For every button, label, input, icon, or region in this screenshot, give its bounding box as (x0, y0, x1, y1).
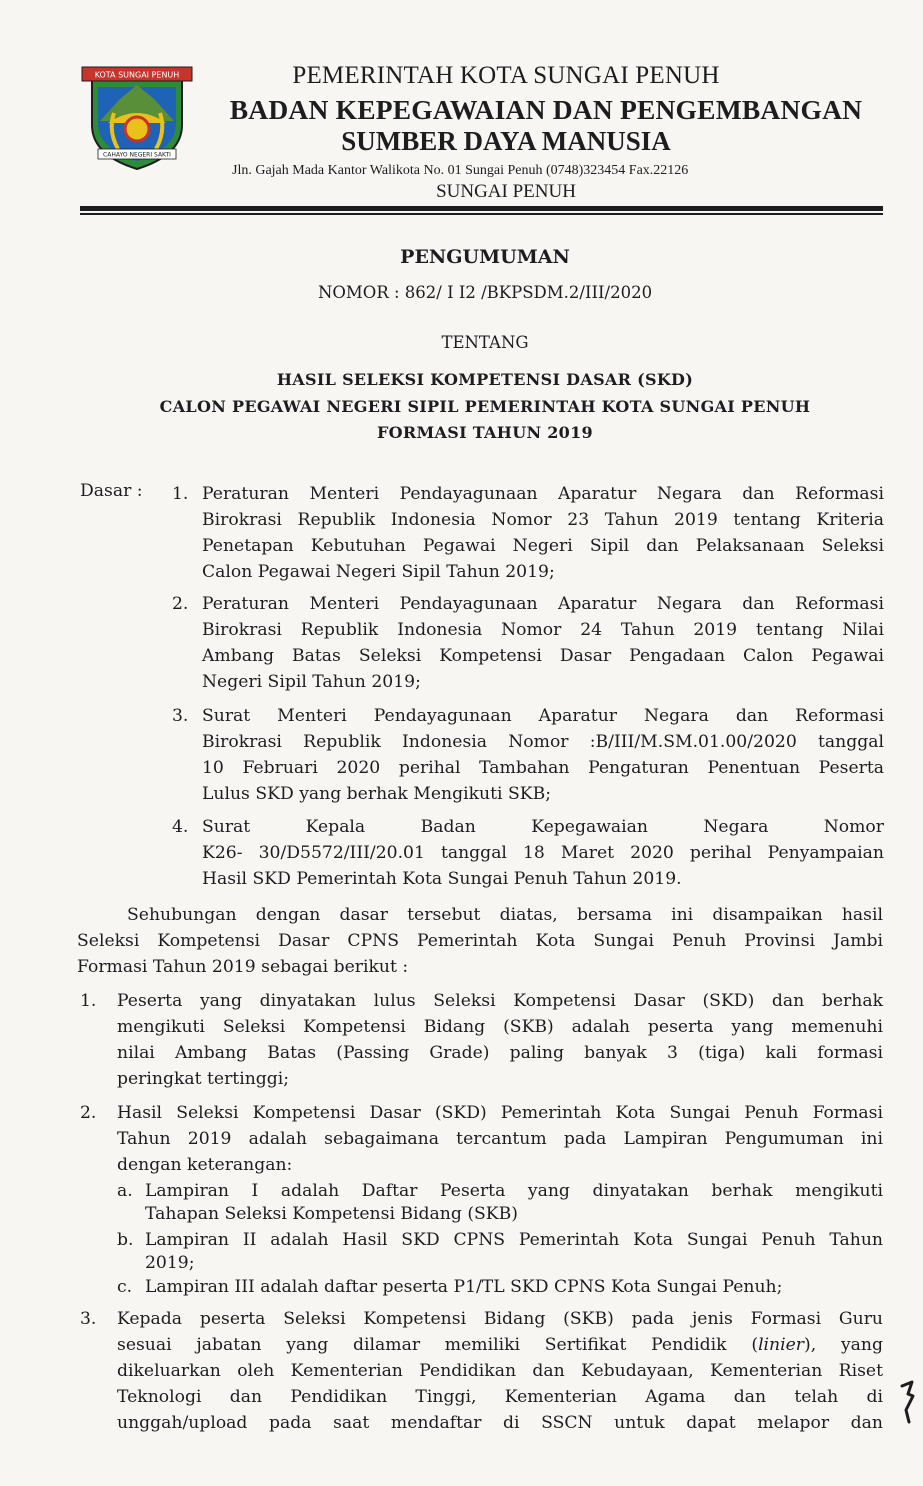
sub-point-letter: c. (117, 1277, 133, 1297)
text-line: Kepada peserta Seleksi Kompetensi Bidang (SKB) pada jenis Formasi Guru (117, 1309, 883, 1329)
numbered-point (80, 1306, 883, 1436)
text-line: Teknologi dan Pendidikan Tinggi, Kementerian Agama dan telah di (117, 1387, 883, 1407)
text-fragment: sesuai jabatan yang dilamar memiliki Sertifikat Pendidik ( (117, 1335, 759, 1355)
subject-line-1: HASIL SELEKSI KOMPETENSI DASAR (SKD) (276, 370, 694, 389)
text-line: Tahapan Seleksi Kompetensi Bidang (SKB) (145, 1204, 518, 1224)
text-line: Birokrasi Republik Indonesia Nomor :B/III/M.SM.01.00/2020 tanggal (202, 732, 884, 752)
text-line: Peserta yang dinyatakan lulus Seleksi Kompetensi Dasar (SKD) dan berhak (117, 991, 883, 1011)
numbered-point (80, 988, 883, 1092)
announcement-about-label: TENTANG (441, 333, 529, 352)
text-line: dengan keterangan: (117, 1155, 293, 1175)
intro-paragraph (77, 902, 883, 980)
text-line: Calon Pegawai Negeri Sipil Tahun 2019; (202, 562, 555, 582)
legal-basis-item (172, 481, 884, 585)
text-line: Negeri Sipil Tahun 2019; (202, 672, 421, 692)
text-line: Surat Kepala Badan Kepegawaian Negara Nomor (202, 817, 884, 837)
letterhead-government: PEMERINTAH KOTA SUNGAI PENUH (292, 62, 720, 89)
text-line: K26- 30/D5572/III/20.01 tanggal 18 Maret 2020 perihal Penyampaian (202, 843, 884, 863)
letterhead-rule-thin (80, 213, 883, 215)
letterhead-rule-thick (80, 206, 883, 211)
subject-line-3: FORMASI TAHUN 2019 (377, 423, 593, 442)
text-line: Lampiran II adalah Hasil SKD CPNS Pemerintah Kota Sungai Penuh Tahun (145, 1230, 883, 1250)
text-line: Tahun 2019 adalah sebagaimana tercantum pada Lampiran Pengumuman ini (117, 1129, 883, 1149)
text-line: Penetapan Kebutuhan Pegawai Negeri Sipil dan Pelaksanaan Seleksi (202, 536, 884, 556)
legal-basis-number: 3. (172, 706, 189, 726)
text-line: Hasil SKD Pemerintah Kota Sungai Penuh Tahun 2019. (202, 869, 682, 889)
text-line: Lulus SKD yang berhak Mengikuti SKB; (202, 784, 551, 804)
text-line: dikeluarkan oleh Kementerian Pendidikan dan Kebudayaan, Kementerian Riset (117, 1361, 883, 1381)
legal-basis-label: Dasar : (80, 481, 143, 501)
letterhead-agency-line1: BADAN KEPEGAWAIAN DAN PENGEMBANGAN (229, 94, 863, 125)
legal-basis-number: 1. (172, 484, 189, 504)
letterhead-agency-line2: SUMBER DAYA MANUSIA (341, 126, 671, 156)
text-line: Lampiran III adalah daftar peserta P1/TL SKD CPNS Kota Sungai Penuh; (145, 1277, 783, 1297)
text-line: Peraturan Menteri Pendayagunaan Aparatur Negara dan Reformasi (202, 594, 884, 614)
text-line: Birokrasi Republik Indonesia Nomor 24 Tahun 2019 tentang Nilai (202, 620, 884, 640)
text-line: unggah/upload pada saat mendaftar di SSCN untuk dapat melapor dan (117, 1413, 883, 1433)
point-number: 2. (80, 1103, 97, 1123)
point-number: 3. (80, 1309, 97, 1329)
italic-term: linier (758, 1335, 805, 1355)
text-line: mengikuti Seleksi Kompetensi Bidang (SKB) adalah peserta yang memenuhi (117, 1017, 883, 1037)
text-line: Sehubungan dengan dasar tersebut diatas, bersama ini disampaikan hasil (127, 905, 883, 925)
subject-line-2: CALON PEGAWAI NEGERI SIPIL PEMERINTAH KOTA SUNGAI PENUH (159, 397, 811, 416)
city-emblem-logo (78, 63, 196, 173)
logo-banner-bottom: CAHAYO NEGERI SAKTI (103, 151, 171, 159)
text-line: Birokrasi Republik Indonesia Nomor 23 Tahun 2019 tentang Kriteria (202, 510, 884, 530)
legal-basis-number: 2. (172, 594, 189, 614)
numbered-point (80, 1100, 883, 1178)
letterhead-address: Jln. Gajah Mada Kantor Walikota No. 01 Sungai Penuh (0748)323454 Fax.22126 (232, 163, 689, 178)
text-line (117, 1332, 883, 1358)
sub-point (117, 1229, 883, 1279)
text-line: Seleksi Kompetensi Dasar CPNS Pemerintah Kota Sungai Penuh Provinsi Jambi (77, 931, 883, 951)
text-line: Lampiran I adalah Daftar Peserta yang dinyatakan berhak mengikuti (145, 1181, 883, 1201)
sub-point (117, 1180, 883, 1230)
sub-point-letter: a. (117, 1181, 133, 1201)
legal-basis-item (172, 703, 884, 807)
text-line: Surat Menteri Pendayagunaan Aparatur Negara dan Reformasi (202, 706, 884, 726)
text-line: Ambang Batas Seleksi Kompetensi Dasar Pengadaan Calon Pegawai (202, 646, 884, 666)
letterhead-city: SUNGAI PENUH (436, 181, 576, 202)
legal-basis-item (172, 591, 884, 695)
sub-point (117, 1274, 883, 1300)
legal-basis-number: 4. (172, 817, 189, 837)
text-line: Hasil Seleksi Kompetensi Dasar (SKD) Pemerintah Kota Sungai Penuh Formasi (117, 1103, 883, 1123)
announcement-heading: PENGUMUMAN (400, 246, 570, 268)
text-fragment: ), yang (804, 1335, 883, 1355)
text-line: Formasi Tahun 2019 sebagai berikut : (77, 957, 409, 977)
text-line: 10 Februari 2020 perihal Tambahan Pengaturan Penentuan Peserta (202, 758, 884, 778)
text-line: Peraturan Menteri Pendayagunaan Aparatur Negara dan Reformasi (202, 484, 884, 504)
point-number: 1. (80, 991, 97, 1011)
text-line: nilai Ambang Batas (Passing Grade) paling banyak 3 (tiga) kali formasi (117, 1043, 883, 1063)
logo-banner-top: KOTA SUNGAI PENUH (94, 70, 180, 80)
text-line: peringkat tertinggi; (117, 1069, 290, 1089)
paraf-mark-icon (898, 1380, 916, 1424)
announcement-number: NOMOR : 862/ I I2 /BKPSDM.2/III/2020 (317, 283, 653, 302)
text-line: 2019; (145, 1253, 195, 1273)
legal-basis-item (172, 814, 884, 894)
sub-point-letter: b. (117, 1230, 134, 1250)
